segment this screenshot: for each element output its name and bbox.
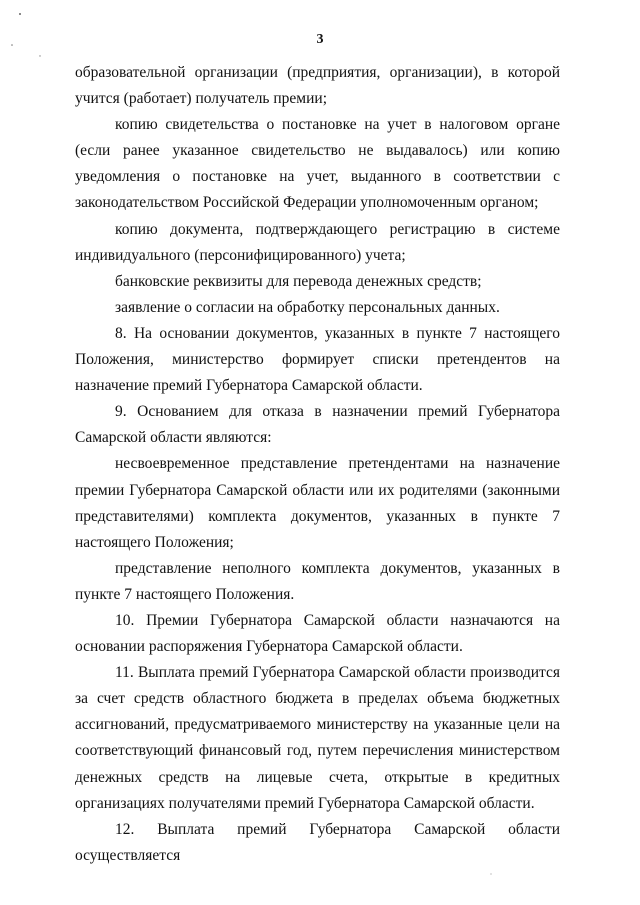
paragraph-untimely: несвоевременное представление претендентами на назначение премии Губернатора Самарской области или их родителями (законными представителями) комплекта документов, указанных в пункте 7 настоящего Положения;	[75, 455, 560, 551]
paragraph-bank-details: банковские реквизиты для перевода денежных средств;	[115, 272, 482, 290]
paragraph-consent: заявление о согласии на обработку персональных данных.	[115, 298, 500, 316]
paragraph-clause-9: 9. Основанием для отказа в назначении премий Губернатора Самарской области являются:	[75, 403, 560, 447]
paragraph-registration-doc: копию документа, подтверждающего регистрацию в системе индивидуального (персонифицированного) учета;	[75, 220, 560, 264]
paragraph-clause-12: 12. Выплата премий Губернатора Самарской области осуществляется	[75, 820, 560, 864]
paragraph-clause-8: 8. На основании документов, указанных в пункте 7 настоящего Положения, министерство формирует списки претендентов на назначение премий Губернатора Самарской области.	[75, 324, 560, 395]
paragraph-clause-10: 10. Премии Губернатора Самарской области назначаются на основании распоряжения Губернатора Самарской области.	[75, 611, 560, 656]
document-body	[75, 60, 560, 869]
paragraph-continuation: образовательной организации (предприятия, организации), в которой учится (работает) получатель премии;	[75, 64, 560, 108]
paragraph-incomplete: представление неполного комплекта документов, указанных в пункте 7 настоящего Положения.	[75, 559, 560, 603]
page-number: 3	[316, 32, 324, 47]
paragraph-clause-11: 11. Выплата премий Губернатора Самарской области производится за счет средств областного бюджета в пределах объема бюджетных ассигнований, предусматриваемого министерству на указанные цели на соответствующий финансовый год, путем перечисления министерством денежных средств на лицевые счета, открытые в кредитных организациях получателями премий Губернатора Самарской области.	[75, 664, 560, 812]
paragraph-tax-certificate: копию свидетельства о постановке на учет в налоговом органе (если ранее указанное свидетельство не выдавалось) или копию уведомления о постановке на учет, выданного в соответствии с законодательством Российской Федерации уполномоченным органом;	[75, 116, 560, 212]
